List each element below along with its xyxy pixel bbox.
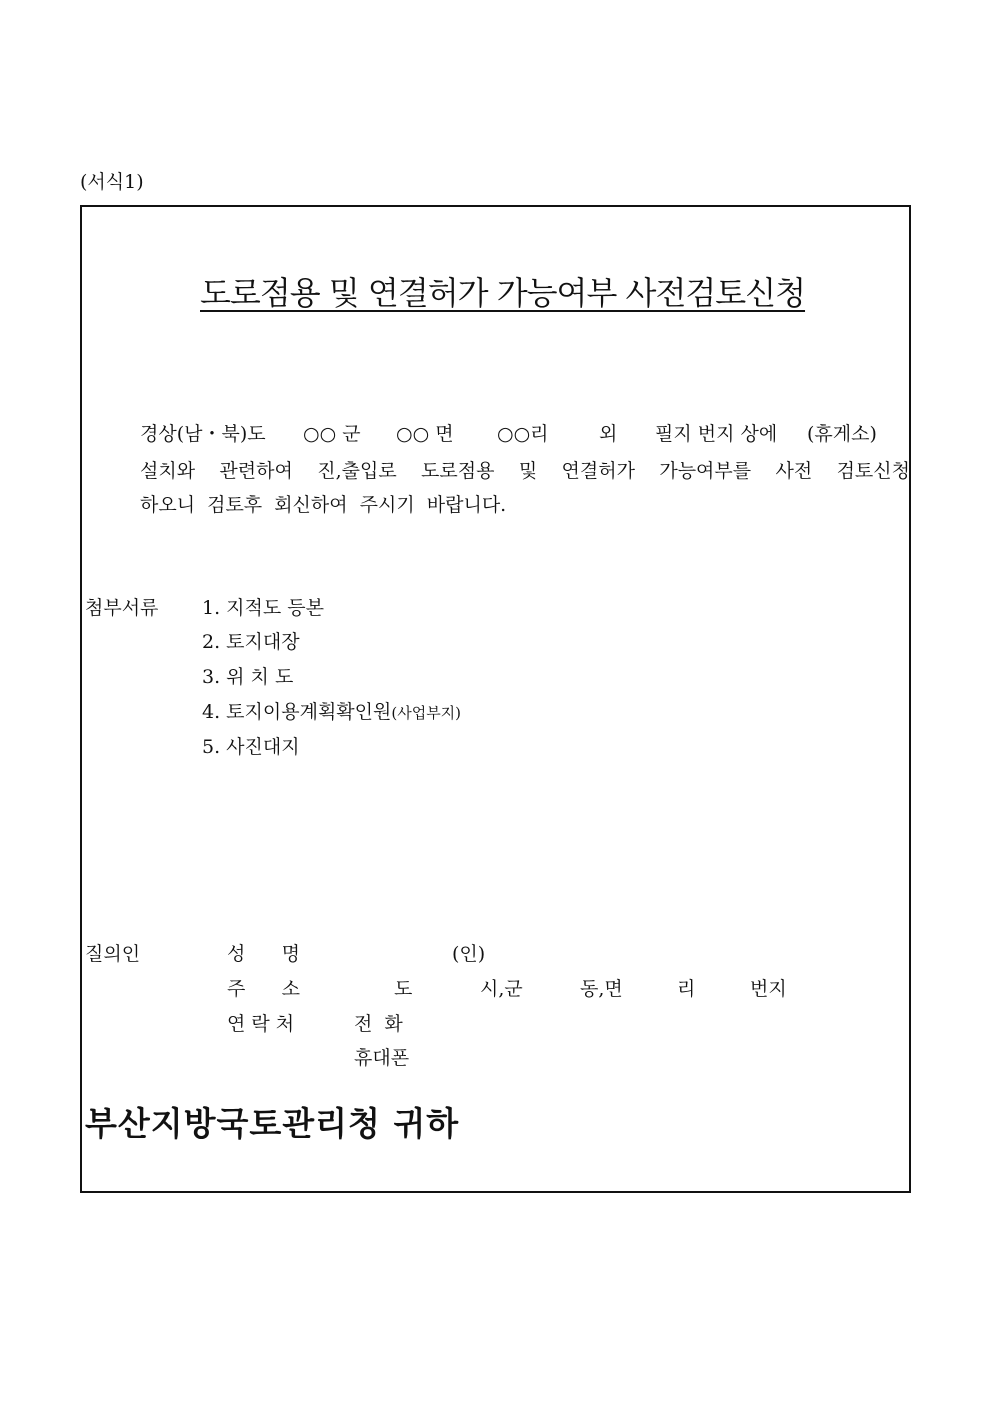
body-parcels: 필지 번지 상에 (655, 423, 778, 445)
attachment-item (202, 697, 461, 724)
attachment-item-note: (사업부지) (391, 704, 462, 722)
address-bunji: 번지 (750, 978, 787, 1000)
body-township: ○○ 면 (396, 423, 454, 445)
body-line-2: 설치와 관련하여 진,출입로 도로점용 및 연결허가 가능여부를 사전 검토신청 (140, 460, 910, 482)
attachment-item-text: 4. 토지이용계획확인원 (202, 701, 392, 723)
mobile-label: 휴대폰 (354, 1047, 410, 1069)
attachment-item: 3. 위 치 도 (202, 666, 294, 688)
body-province: 경상(남・북)도 (140, 423, 266, 445)
body-village: ○○리 (497, 423, 549, 445)
inquirer-label: 질의인 (85, 943, 141, 965)
address-do: 도 (394, 978, 413, 1000)
body-line-3: 하오니 검토후 회신하여 주시기 바랍니다. (140, 494, 507, 516)
document-title: 도로점용 및 연결허가 가능여부 사전검토신청 (200, 274, 806, 312)
form-number-label: (서식1) (80, 171, 144, 193)
address-dong-myeon: 동,면 (580, 978, 623, 1000)
body-and-others: 외 (599, 423, 618, 445)
body-facility: (휴게소) (807, 423, 877, 445)
attachment-item: 2. 토지대장 (202, 631, 300, 653)
name-label: 성 명 (227, 943, 300, 965)
seal-mark: (인) (452, 943, 486, 965)
attachments-label: 첨부서류 (85, 597, 159, 619)
phone-label: 전 화 (354, 1013, 403, 1035)
address-label: 주 소 (227, 978, 300, 1000)
address-ri: 리 (677, 978, 696, 1000)
attachment-item: 1. 지적도 등본 (202, 597, 324, 619)
address-si-gun: 시,군 (480, 978, 523, 1000)
body-county: ○○ 군 (303, 423, 361, 445)
recipient-closing: 부산지방국토관리청 귀하 (85, 1104, 460, 1143)
contact-label: 연 락 처 (227, 1013, 295, 1035)
attachment-item: 5. 사진대지 (202, 736, 300, 758)
